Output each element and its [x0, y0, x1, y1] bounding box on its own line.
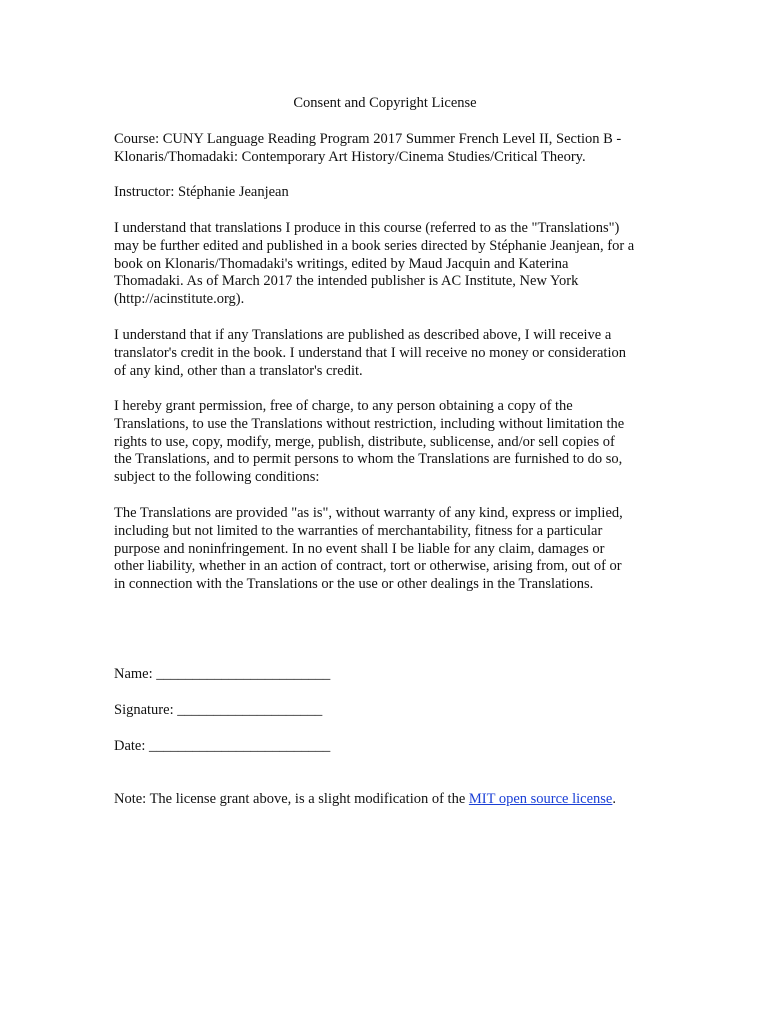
document-title: Consent and Copyright License: [293, 95, 477, 111]
name-field: Name: ________________________: [114, 666, 331, 682]
paragraph4-line-4: other liability, whether in an action of contract, tort or otherwise, arising from, out of or: [114, 558, 622, 575]
paragraph1-line-4: Thomadaki. As of March 2017 the intended publisher is AC Institute, New York: [114, 273, 579, 290]
translations-paragraph: [114, 220, 662, 309]
paragraph3-line-1: I hereby grant permission, free of charge, to any person obtaining a copy of the: [114, 398, 573, 414]
date-field: Date: _________________________: [114, 738, 331, 754]
paragraph4-line-1: The Translations are provided "as is", without warranty of any kind, express or implied,: [114, 505, 623, 521]
paragraph2-line-3: of any kind, other than a translator's credit.: [114, 362, 363, 379]
permission-paragraph: [114, 398, 662, 487]
credit-paragraph: [114, 327, 662, 380]
license-note: [114, 790, 616, 808]
paragraph2-line-1: I understand that if any Translations are published as described above, I will receive a: [114, 327, 612, 343]
paragraph4-line-3: purpose and noninfringement. In no event shall I be liable for any claim, damages or: [114, 540, 605, 557]
paragraph1-line-3: book on Klonaris/Thomadaki's writings, edited by Maud Jacquin and Katerina: [114, 255, 569, 272]
paragraph4-line-5: in connection with the Translations or the use or other dealings in the Translations.: [114, 576, 594, 593]
paragraph1-line-1: I understand that translations I produce in this course (referred to as the "Translations"): [114, 220, 620, 236]
course-line-1: Course: CUNY Language Reading Program 2017 Summer French Level II, Section B -: [114, 131, 622, 147]
course-line-2: Klonaris/Thomadaki: Contemporary Art History/Cinema Studies/Critical Theory.: [114, 148, 586, 165]
paragraph1-line-5: (http://acinstitute.org).: [114, 291, 245, 308]
warranty-paragraph: [114, 505, 662, 594]
signature-field: Signature: ____________________: [114, 702, 323, 718]
instructor-line: [114, 184, 662, 202]
paragraph3-line-3: rights to use, copy, modify, merge, publish, distribute, sublicense, and/or sell copies of: [114, 433, 615, 450]
paragraph2-line-2: translator's credit in the book. I understand that I will receive no money or consideration: [114, 344, 626, 361]
paragraph3-line-2: Translations, to use the Translations without restriction, including without limitation the: [114, 415, 625, 432]
note-prefix: Note: The license grant above, is a slight modification of the: [114, 791, 469, 807]
course-paragraph: [114, 131, 662, 167]
mit-license-link[interactable]: MIT open source license: [468, 791, 613, 807]
paragraph4-line-2: including but not limited to the warranties of merchantability, fitness for a particular: [114, 522, 603, 539]
paragraph3-line-4: the Translations, and to permit persons to whom the Translations are furnished to do so,: [114, 451, 623, 468]
instructor-text: Instructor: Stéphanie Jeanjean: [114, 184, 289, 200]
paragraph3-line-5: subject to the following conditions:: [114, 469, 320, 486]
note-suffix: .: [612, 791, 616, 807]
paragraph1-line-2: may be further edited and published in a book series directed by Stéphanie Jeanjean, for a: [114, 237, 635, 254]
